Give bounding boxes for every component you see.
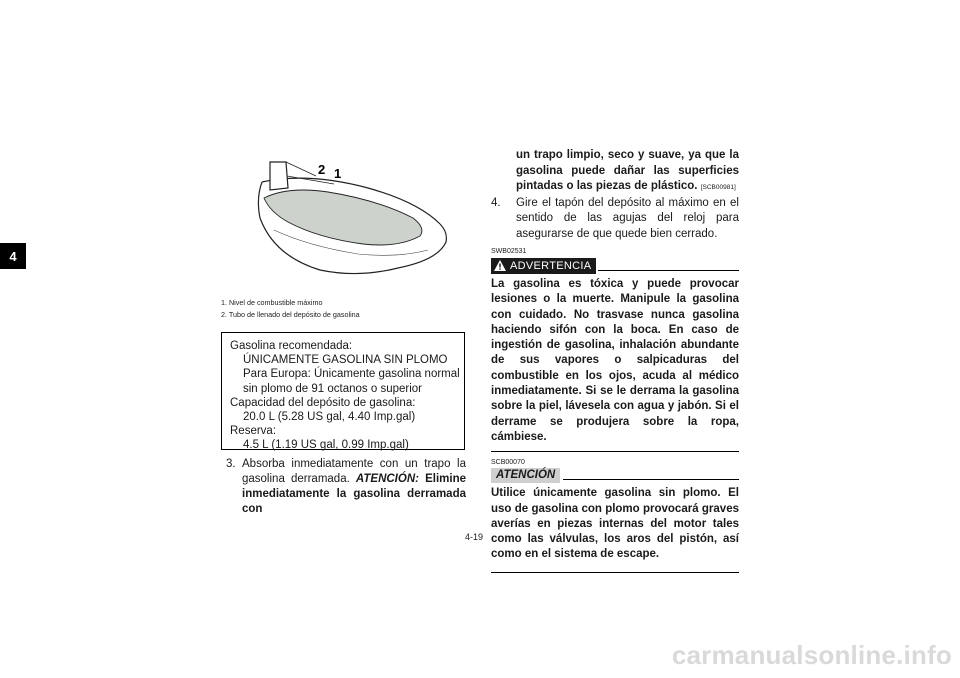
spec-line: Reserva: bbox=[230, 425, 277, 438]
watermark: carmanualsonline.info bbox=[671, 640, 952, 670]
fuel-spec-box bbox=[221, 332, 465, 450]
step-number: 4. bbox=[491, 196, 501, 209]
caption-2: 2. Tubo de llenado del depósito de gasolina bbox=[221, 310, 360, 319]
callout-1: 1 bbox=[334, 166, 342, 181]
spec-line: Para Europa: Únicamente gasolina normal bbox=[243, 368, 460, 381]
caution-badge: ATENCIÓN bbox=[491, 468, 560, 483]
warning-header bbox=[491, 257, 739, 274]
step-3-code: [SCB00981] bbox=[700, 184, 736, 191]
right-column bbox=[491, 148, 739, 573]
step-4 bbox=[491, 196, 739, 243]
chapter-tab: 4 bbox=[0, 243, 26, 269]
caution-end-rule bbox=[491, 572, 739, 573]
step-4-text: Gire el tapón del depósito al máximo en el sentido de las agujas del reloj para asegurarse de que quede bien cerrado. bbox=[516, 196, 739, 240]
warning-header-rule bbox=[598, 261, 739, 271]
spec-line: 4.5 L (1.19 US gal, 0.99 Imp.gal) bbox=[243, 439, 409, 452]
spec-line: Capacidad del depósito de gasolina: bbox=[230, 396, 416, 409]
atencion-inline-text: Elimine inmediatamente la gasolina derramada con bbox=[242, 473, 466, 515]
figure-caption bbox=[221, 297, 360, 321]
fuel-tank-illustration bbox=[248, 158, 448, 278]
atencion-inline-label: ATENCIÓN: bbox=[355, 473, 419, 485]
caution-text: Utilice únicamente gasolina sin plomo. El uso de gasolina con plomo provocará graves averías en piezas internas del motor tales como las válvulas, los aros del pistón, así como en el sistema de escape. bbox=[491, 487, 739, 561]
fuel-tank-drawing bbox=[248, 158, 448, 278]
warning-text: La gasolina es tóxica y puede provocar lesiones o la muerte. Manipule la gasolina con cuidado. No trasvase nunca gasolina haciendo sifón con la boca. En caso de ingestión de gasolina, inhalación abundante de sus vapores o salpicaduras del combustible en los ojos, acuda al médico inmediatamente. Si se le derrama la gasolina sobre la piel, lávesela con agua y jabón. Si el derrame se produjera sobre la ropa, cámbiese. bbox=[491, 278, 739, 443]
caution-header bbox=[491, 467, 739, 483]
page-number: 4-19 bbox=[465, 532, 484, 542]
callout-2: 2 bbox=[318, 162, 326, 177]
spec-line: ÚNICAMENTE GASOLINA SIN PLOMO bbox=[243, 354, 448, 367]
spec-line: Gasolina recomendada: bbox=[230, 340, 353, 352]
warning-triangle-icon bbox=[494, 260, 506, 271]
caption-1: 1. Nivel de combustible máximo bbox=[221, 298, 323, 307]
warning-end-rule bbox=[491, 451, 739, 452]
spec-line: 20.0 L (5.28 US gal, 4.40 Imp.gal) bbox=[243, 411, 416, 424]
spec-line: sin plomo de 91 octanos o superior bbox=[243, 382, 422, 395]
warning-code: SWB02531 bbox=[491, 248, 527, 255]
step-3-continuation bbox=[491, 148, 739, 196]
caution-code: SCB00070 bbox=[491, 459, 525, 467]
step-3 bbox=[226, 457, 466, 517]
caution-header-rule bbox=[563, 470, 739, 480]
step-3-text: Absorba inmediatamente con un trapo la gasolina derramada. bbox=[242, 458, 466, 485]
step-3-continuation-text: un trapo limpio, seco y suave, ya que la gasolina puede dañar las superficies pintadas o las piezas de plástico. bbox=[516, 149, 739, 192]
step-number: 3. bbox=[226, 458, 236, 470]
warning-badge bbox=[491, 258, 596, 274]
warning-label: ADVERTENCIA bbox=[510, 259, 592, 272]
